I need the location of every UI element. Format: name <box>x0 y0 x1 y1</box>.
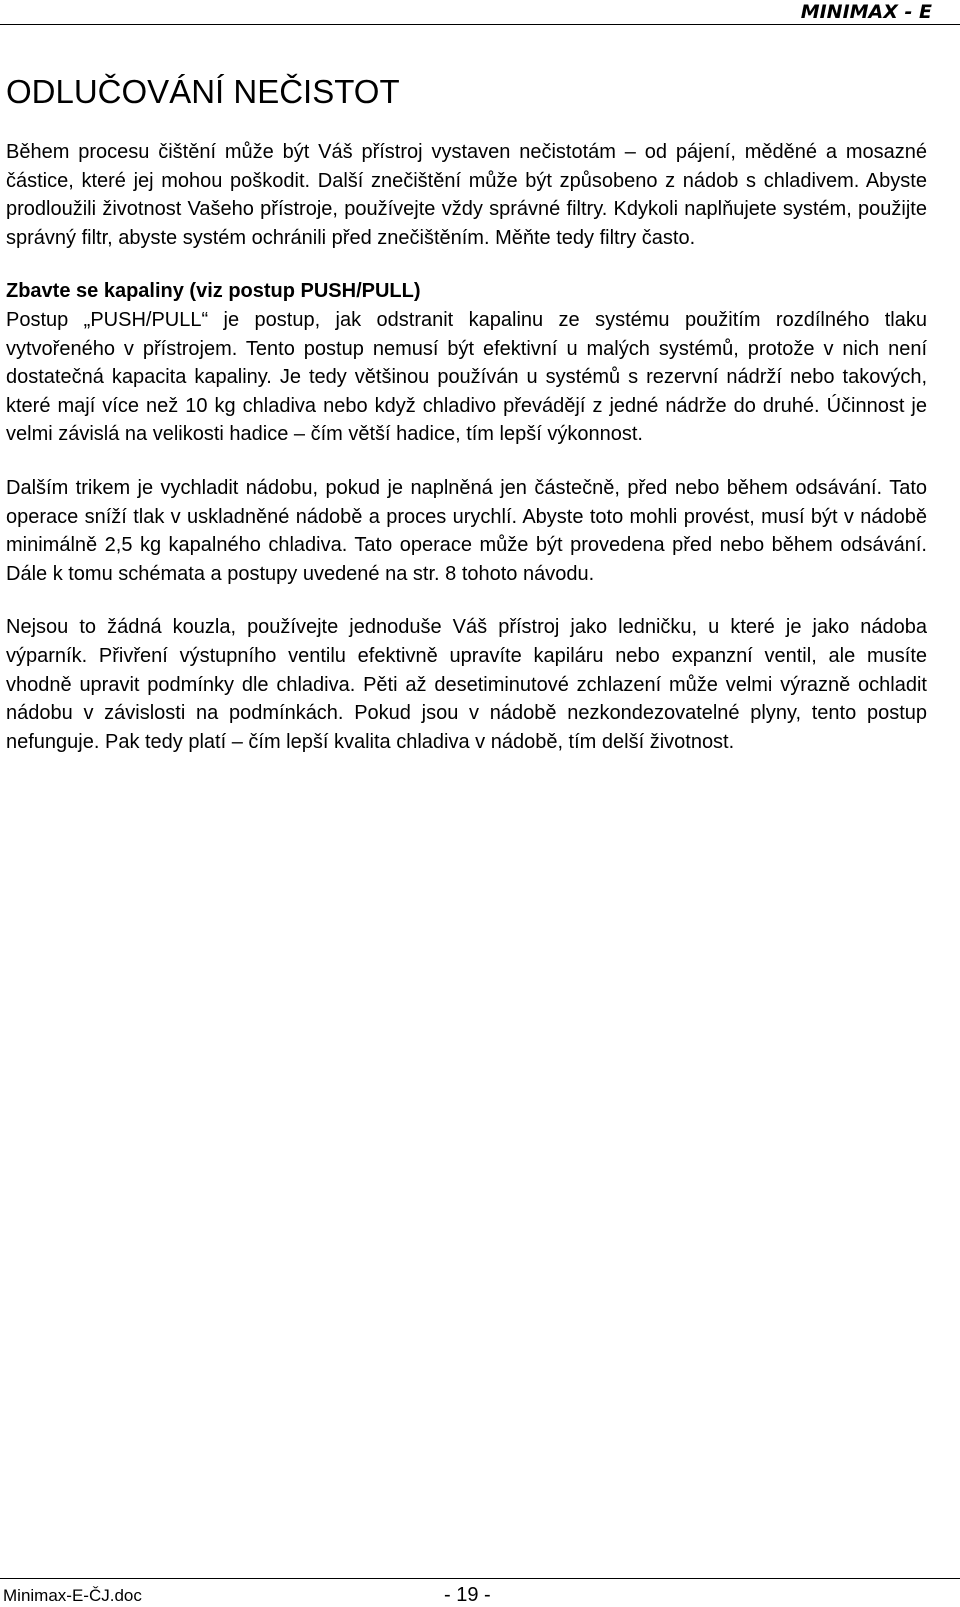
footer-document-name: Minimax-E-ČJ.doc <box>3 1586 142 1605</box>
section-heading-push-pull: Zbavte se kapaliny (viz postup PUSH/PULL) <box>6 280 421 303</box>
page-title: ODLUČOVÁNÍ NEČISTOT <box>6 73 400 110</box>
footer-divider <box>0 1578 960 1579</box>
paragraph-cooling-trick: Dalším trikem je vychladit nádobu, pokud je naplněná jen částečně, před nebo během odsávání. Tato operace sníží tlak v uskladněné nádobě a proces urychlí. Abyste toto mohli provést, musí být v nádobě minimálně 2,5 kg kapalného chladiva. Tato operace může být provedena před nebo během odsávání. Dále k tomu schémata a postupy uvedené na str. 8 tohoto návodu. <box>6 476 927 585</box>
paragraph-filters: Během procesu čištění může být Váš přístroj vystaven nečistotám – od pájení, měděné a mosazné částice, které jej mohou poškodit. Další znečištění může být způsobeno z nádob s chladivem. Abyste prodloužili životnost Vašeho přístroje, používejte vždy správné filtry. Kdykoli naplňujete systém, použijte správný filtr, abyste systém ochránili před znečištěním. Měňte tedy filtry často. <box>6 141 927 249</box>
header-divider <box>0 24 960 25</box>
page-header <box>0 0 960 24</box>
paragraph-push-pull: Postup „PUSH/PULL“ je postup, jak odstranit kapalinu ze systému použitím rozdílného tlaku vytvořeného v přístrojem. Tento postup nemusí být efektivní u malých systémů, protože v nich není dostatečná kapacita kapaliny. Je tedy většinou používán u systémů s rezervní nádrží nebo takových, které mají více než 10 kg chladiva nebo když chladivo převádějí z jedné nádrže do druhé. Účinnost je velmi závislá na velikosti hadice – čím větší hadice, tím lepší výkonnost. <box>6 308 927 446</box>
page-footer <box>0 1578 960 1607</box>
header-title: MINIMAX - E <box>800 1 932 23</box>
footer-page-number: - 19 - <box>444 1584 491 1606</box>
document-body <box>6 70 927 781</box>
paragraph-refrigerator: Nejsou to žádná kouzla, používejte jednoduše Váš přístroj jako ledničku, u které je jako nádoba výparník. Přivření výstupního ventilu efektivně upravíte kapiláru nebo expanzní ventil, ale musíte vhodně upravit podmínky dle chladiva. Pěti až desetiminutové zchlazení může velmi výrazně ochladit nádobu v závislosti na podmínkách. Pokud jsou v nádobě nezkondezovatelné plyny, tento postup nefunguje. Pak tedy platí – čím lepší kvalita chladiva v nádobě, tím delší životnost. <box>6 616 927 753</box>
